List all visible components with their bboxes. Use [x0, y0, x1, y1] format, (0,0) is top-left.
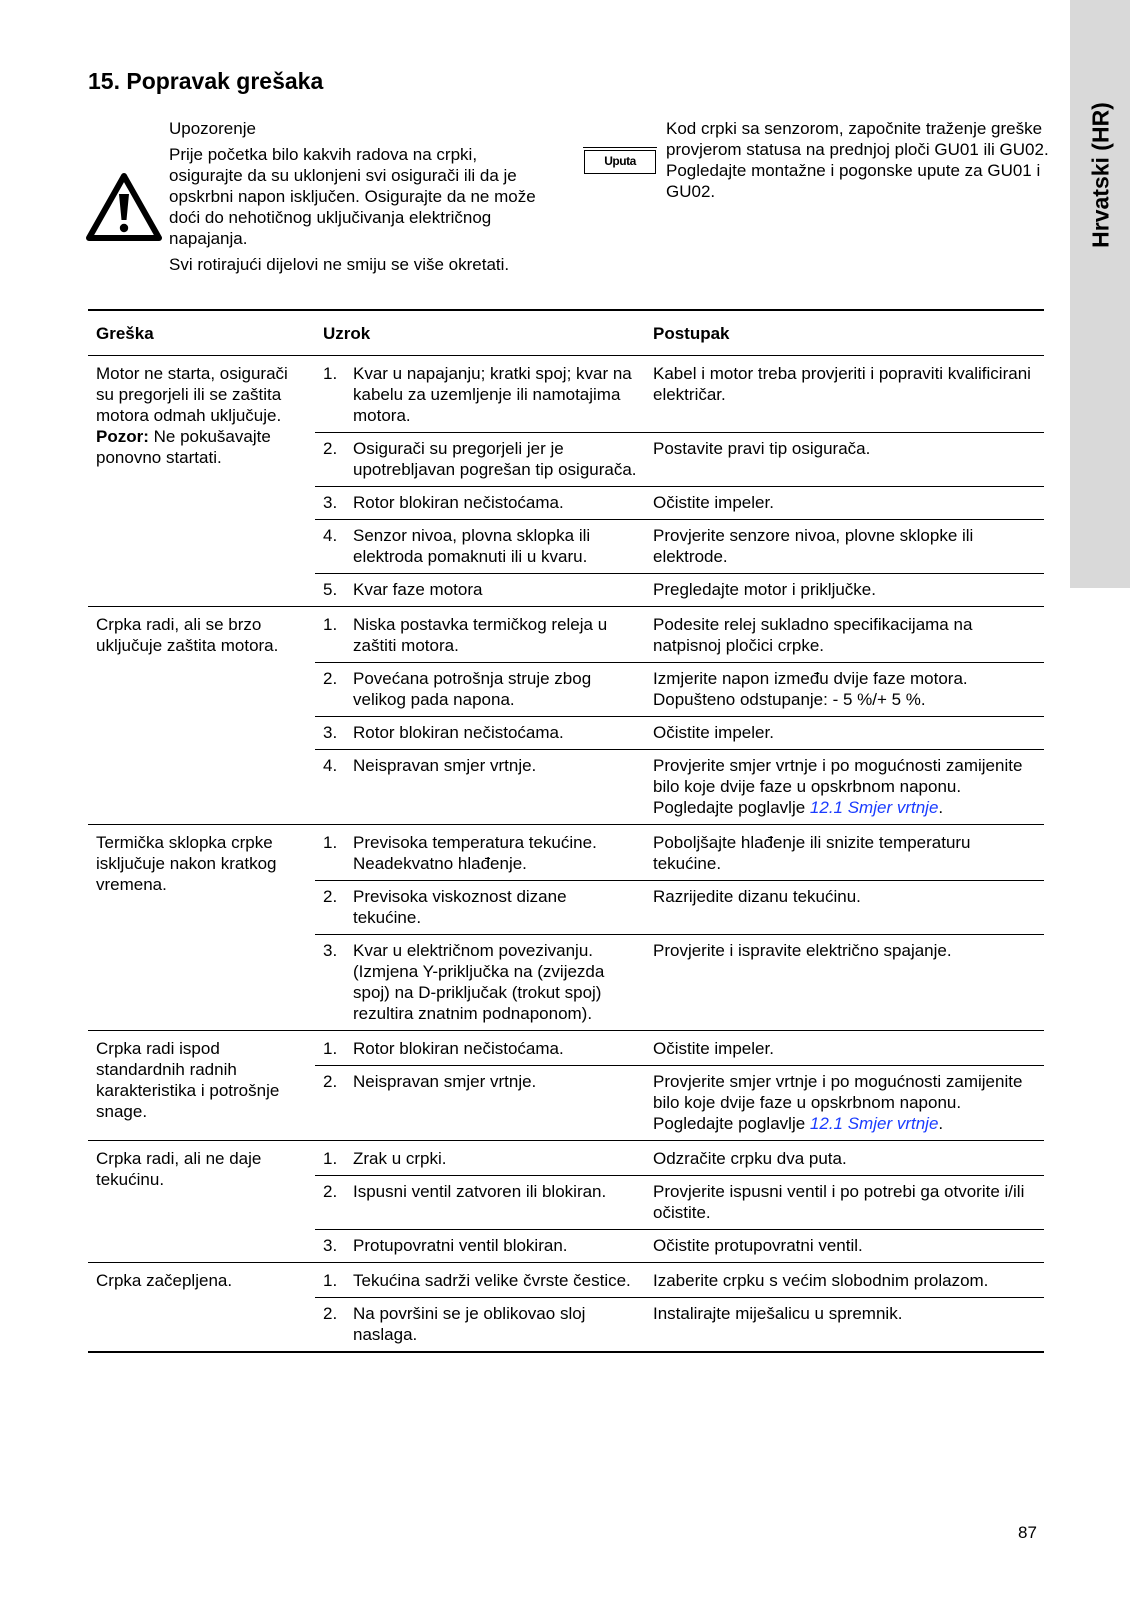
note-text: Kod crpki sa senzorom, započnite traženje greške provjerom statusa na prednjoj ploči GU01 ili GU02. Pogledajte montažne i pogonske upute za GU01 i GU02.	[666, 119, 1049, 201]
cause-cell	[315, 520, 645, 574]
header-remedy: Postupak	[645, 310, 1044, 356]
cause-number: 1.	[323, 1271, 338, 1290]
fault-text: Crpka radi, ali se brzo uključuje zaštita motora.	[96, 615, 279, 655]
remedy-cell	[645, 1263, 1044, 1298]
cause-cell	[315, 1066, 645, 1141]
cause-number: 4.	[323, 756, 338, 775]
cause-cell	[315, 1141, 645, 1176]
table-row	[88, 607, 1044, 663]
fault-cell	[88, 1141, 315, 1263]
remedy-cell	[645, 520, 1044, 574]
remedy-text: Izaberite crpku s većim slobodnim prolazom.	[653, 1271, 989, 1290]
cause-number: 1.	[323, 1149, 338, 1168]
cause-cell	[315, 1230, 645, 1263]
cause-number: 2.	[323, 669, 338, 688]
remedy-text: Izmjerite napon između dvije faze motora. Dopušteno odstupanje: - 5 %/+ 5 %.	[653, 669, 968, 709]
cause-number: 2.	[323, 439, 338, 458]
remedy-text: Podesite relej sukladno specifikacijama na natpisnoj pločici crpke.	[653, 615, 973, 655]
troubleshooting-table	[88, 309, 1044, 1353]
cause-cell	[315, 663, 645, 717]
remedy-text: Očistite protupovratni ventil.	[653, 1236, 863, 1255]
fault-cell	[88, 1031, 315, 1141]
cause-number: 3.	[323, 723, 338, 742]
cause-text: Kvar faze motora	[353, 580, 483, 599]
cause-cell	[315, 881, 645, 935]
fault-cell	[88, 1263, 315, 1353]
cause-cell	[315, 433, 645, 487]
cause-cell	[315, 1298, 645, 1353]
table-row	[88, 825, 1044, 881]
fault-text: Crpka radi, ali ne daje tekućinu.	[96, 1149, 262, 1189]
cause-number: 3.	[323, 493, 338, 512]
cause-text: Na površini se je oblikovao sloj naslaga.	[353, 1304, 586, 1344]
cause-text: Rotor blokiran nečistoćama.	[353, 723, 564, 742]
remedy-cell	[645, 717, 1044, 750]
remedy-text: Odzračite crpku dva puta.	[653, 1149, 847, 1168]
section-reference-link[interactable]: 12.1 Smjer vrtnje	[809, 1114, 939, 1133]
fault-cell	[88, 825, 315, 1031]
cause-text: Senzor nivoa, plovna sklopka ili elektroda pomaknuti ili u kvaru.	[353, 526, 591, 566]
cause-text: Rotor blokiran nečistoćama.	[353, 493, 564, 512]
remedy-text: Provjerite senzore nivoa, plovne sklopke ili elektrode.	[653, 526, 974, 566]
header-fault: Greška	[88, 310, 315, 356]
warning-paragraph: Svi rotirajući dijelovi ne smiju se više okretati.	[169, 255, 510, 274]
remedy-cell	[645, 663, 1044, 717]
table-header-row	[88, 310, 1044, 356]
warning-heading: Upozorenje	[169, 119, 256, 138]
cause-number: 4.	[323, 526, 338, 545]
fault-text: Motor ne starta, osigurači su pregorjeli ili se zaštita motora odmah uključuje.	[96, 364, 288, 425]
remedy-cell	[645, 356, 1044, 433]
cause-cell	[315, 750, 645, 825]
remedy-text: Provjerite smjer vrtnje i po mogućnosti zamijenite bilo koje dvije faze u opskrbnom naponu. Pogledajte poglavlje	[653, 756, 1023, 817]
cause-number: 2.	[323, 1072, 338, 1091]
cause-text: Previsoka temperatura tekućine. Neadekvatno hlađenje.	[353, 833, 597, 873]
header-cause: Uzrok	[315, 310, 645, 356]
cause-number: 1.	[323, 364, 338, 383]
cause-cell	[315, 356, 645, 433]
remedy-cell	[645, 825, 1044, 881]
fault-caution-label: Pozor:	[96, 427, 149, 446]
cause-cell	[315, 487, 645, 520]
remedy-cell	[645, 1230, 1044, 1263]
fault-text: Termička sklopka crpke isključuje nakon kratkog vremena.	[96, 833, 277, 894]
remedy-text: Provjerite ispusni ventil i po potrebi ga otvorite i/ili očistite.	[653, 1182, 1025, 1222]
page-number: 87	[1018, 1523, 1037, 1542]
cause-cell	[315, 717, 645, 750]
cause-cell	[315, 935, 645, 1031]
cause-text: Kvar u električnom povezivanju. (Izmjena Y-priključka na (zvijezda spoj) na D-priključak (trokut spoj) rezultira znatnim podnaponom).	[353, 941, 605, 1023]
cause-number: 2.	[323, 1182, 338, 1201]
cause-number: 1.	[323, 833, 338, 852]
cause-text: Ispusni ventil zatvoren ili blokiran.	[353, 1182, 607, 1201]
remedy-text: Očistite impeler.	[653, 493, 774, 512]
fault-text: Crpka začepljena.	[96, 1271, 233, 1290]
remedy-cell	[645, 1066, 1044, 1141]
remedy-text: Očistite impeler.	[653, 1039, 774, 1058]
remedy-text: Provjerite smjer vrtnje i po mogućnosti zamijenite bilo koje dvije faze u opskrbnom naponu. Pogledajte poglavlje	[653, 1072, 1023, 1133]
cause-cell	[315, 607, 645, 663]
cause-text: Protupovratni ventil blokiran.	[353, 1236, 568, 1255]
cause-number: 1.	[323, 615, 338, 634]
cause-number: 2.	[323, 887, 338, 906]
remedy-text: Postavite pravi tip osigurača.	[653, 439, 871, 458]
cause-number: 5.	[323, 580, 338, 599]
remedy-text: Pregledajte motor i priključke.	[653, 580, 876, 599]
warning-triangle-icon	[86, 172, 162, 242]
remedy-cell	[645, 487, 1044, 520]
fault-cell	[88, 356, 315, 607]
remedy-text: Provjerite i ispravite električno spajanje.	[653, 941, 952, 960]
cause-text: Kvar u napajanju; kratki spoj; kvar na kabelu za uzemljenje ili namotajima motora.	[353, 364, 632, 425]
remedy-text: Instalirajte miješalicu u spremnik.	[653, 1304, 903, 1323]
language-side-tab	[1070, 0, 1130, 588]
cause-text: Rotor blokiran nečistoćama.	[353, 1039, 564, 1058]
remedy-cell	[645, 607, 1044, 663]
cause-cell	[315, 1031, 645, 1066]
cause-text: Neispravan smjer vrtnje.	[353, 1072, 537, 1091]
table-row	[88, 1263, 1044, 1298]
table-row	[88, 356, 1044, 433]
warning-block	[169, 118, 549, 280]
cause-text: Povećana potrošnja struje zbog velikog pada napona.	[353, 669, 592, 709]
remedy-cell	[645, 574, 1044, 607]
remedy-cell	[645, 433, 1044, 487]
cause-text: Osigurači su pregorjeli jer je upotrebljavan pogrešan tip osigurača.	[353, 439, 637, 479]
language-tab-label: Hrvatski (HR)	[1087, 102, 1114, 248]
remedy-text: Kabel i motor treba provjeriti i popraviti kvalificirani električar.	[653, 364, 1031, 404]
remedy-cell	[645, 1031, 1044, 1066]
cause-text: Niska postavka termičkog releja u zaštiti motora.	[353, 615, 608, 655]
remedy-text: Poboljšajte hlađenje ili snizite temperaturu tekućine.	[653, 833, 971, 873]
cause-cell	[315, 825, 645, 881]
cause-text: Zrak u crpki.	[353, 1149, 447, 1168]
remedy-text-end: .	[938, 798, 944, 817]
cause-cell	[315, 1176, 645, 1230]
cause-cell	[315, 574, 645, 607]
section-title: 15. Popravak grešaka	[88, 68, 324, 94]
cause-text: Neispravan smjer vrtnje.	[353, 756, 537, 775]
table-row	[88, 1141, 1044, 1176]
remedy-cell	[645, 1298, 1044, 1353]
remedy-text: Razrijedite dizanu tekućinu.	[653, 887, 861, 906]
remedy-cell	[645, 750, 1044, 825]
cause-number: 3.	[323, 1236, 338, 1255]
remedy-text: Očistite impeler.	[653, 723, 774, 742]
cause-text: Tekućina sadrži velike čvrste čestice.	[353, 1271, 631, 1290]
table-row	[88, 1031, 1044, 1066]
cause-number: 2.	[323, 1304, 338, 1323]
note-badge: Uputa	[584, 150, 656, 174]
fault-cell	[88, 607, 315, 825]
cause-number: 1.	[323, 1039, 338, 1058]
table-body	[88, 356, 1044, 1353]
warning-paragraph: Prije početka bilo kakvih radova na crpki, osigurajte da su uklonjeni svi osigurači ili da je opskrbni napon isključen. Osigurajte da ne može doći do nehotičnog uključivanja električnog napajanja.	[169, 145, 536, 248]
section-reference-link[interactable]: 12.1 Smjer vrtnje	[809, 798, 939, 817]
fault-caution-text: Ne pokušavajte ponovno startati.	[96, 427, 271, 467]
cause-cell	[315, 1263, 645, 1298]
remedy-text-end: .	[938, 1114, 944, 1133]
cause-text: Previsoka viskoznost dizane tekućine.	[353, 887, 567, 927]
fault-text: Crpka radi ispod standardnih radnih karakteristika i potrošnje snage.	[96, 1039, 280, 1121]
remedy-cell	[645, 881, 1044, 935]
remedy-cell	[645, 1141, 1044, 1176]
remedy-cell	[645, 935, 1044, 1031]
remedy-cell	[645, 1176, 1044, 1230]
cause-number: 3.	[323, 941, 338, 960]
